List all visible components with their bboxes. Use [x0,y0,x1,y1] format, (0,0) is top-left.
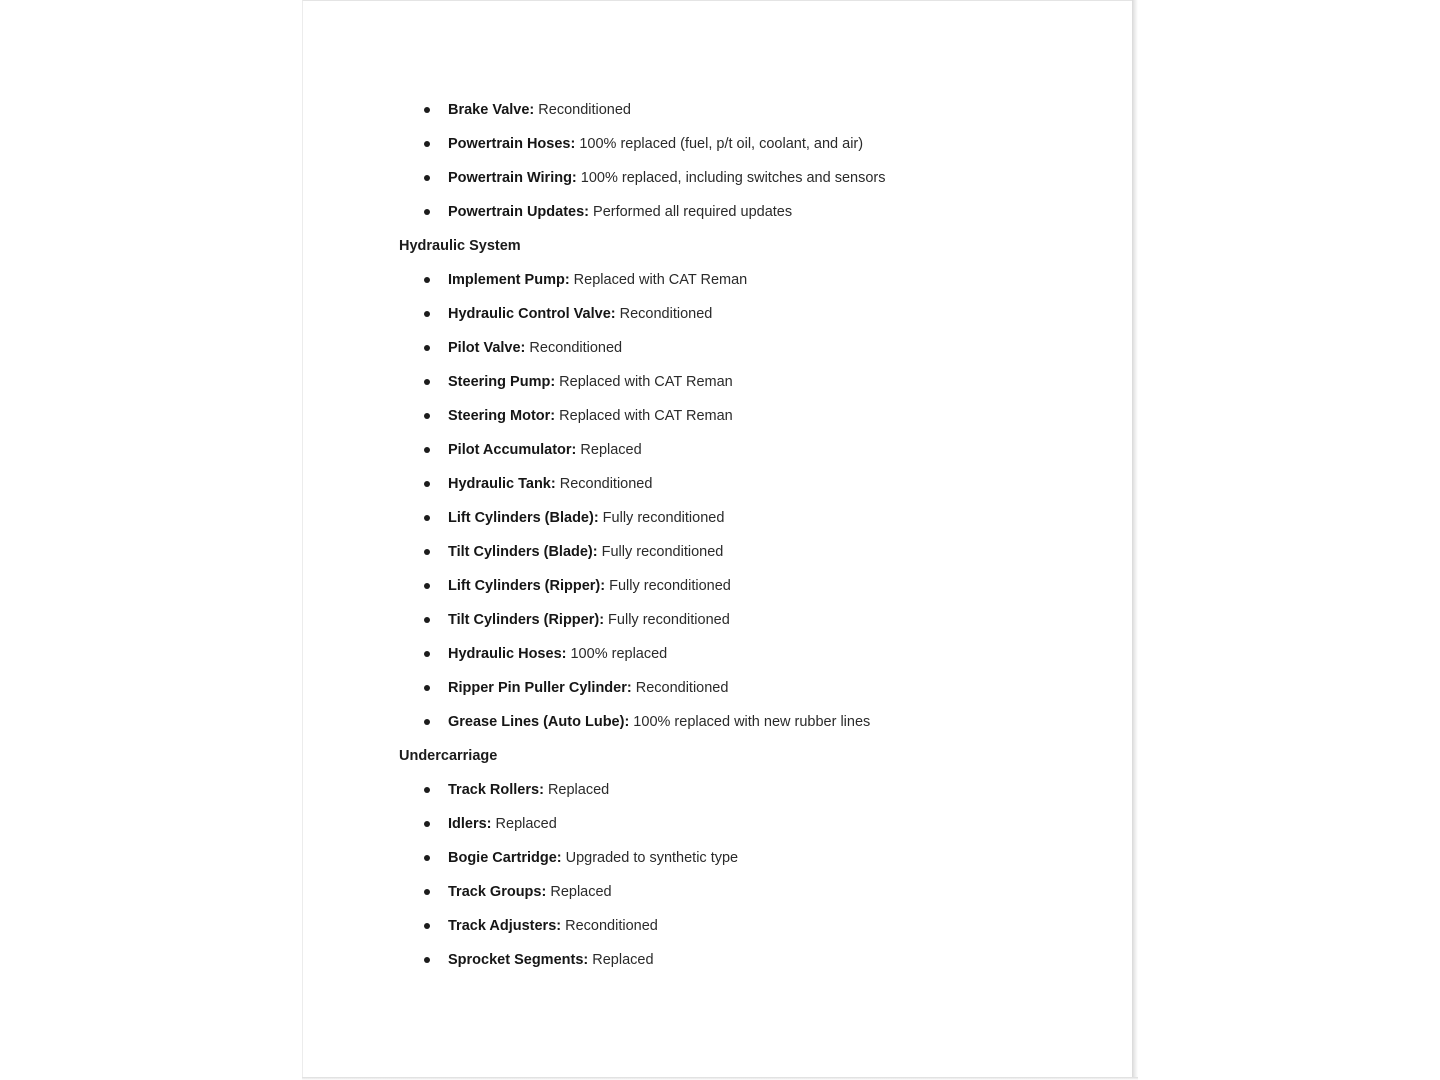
list-item [399,671,1099,705]
bullet-icon [424,889,430,895]
bullet-icon [424,209,430,215]
item-label: Steering Motor: [448,408,556,424]
list-item [399,705,1099,739]
item-label: Tilt Cylinders (Blade): [448,544,598,560]
list-item [399,161,1099,195]
page-edge-shadow [1132,0,1138,1080]
list-item [399,297,1099,331]
item-label: Pilot Accumulator: [448,442,577,458]
item-label: Sprocket Segments: [448,952,589,968]
bullet-icon [424,277,430,283]
list-item [399,637,1099,671]
section-heading-hydraulic-system: Hydraulic System [399,238,521,254]
list-item [399,433,1099,467]
bullet-icon [424,549,430,555]
list-item [399,603,1099,637]
bullet-icon [424,141,430,147]
bullet-icon [424,957,430,963]
list-item [399,501,1099,535]
item-label: Track Adjusters: [448,918,562,934]
item-value: Replaced with CAT Reman [555,374,733,390]
bullet-icon [424,311,430,317]
bullet-icon [424,821,430,827]
list-item [399,195,1099,229]
item-label: Track Rollers: [448,782,544,798]
item-value: 100% replaced [566,646,668,662]
bullet-icon [424,379,430,385]
item-label: Powertrain Updates: [448,204,589,220]
bullet-icon [424,413,430,419]
bullet-icon [424,719,430,725]
powertrain-list [399,93,1099,229]
bullet-icon [424,923,430,929]
item-value: Upgraded to synthetic type [561,850,739,866]
item-value: Performed all required updates [589,204,793,220]
item-label: Ripper Pin Puller Cylinder: [448,680,632,696]
bullet-icon [424,481,430,487]
item-value: Fully reconditioned [597,544,724,560]
item-label: Hydraulic Hoses: [448,646,567,662]
item-value: Reconditioned [525,340,623,356]
list-item [399,127,1099,161]
list-item [399,331,1099,365]
item-value: Replaced [543,782,610,798]
list-item [399,875,1099,909]
bullet-icon [424,447,430,453]
item-label: Hydraulic Tank: [448,476,556,492]
item-value: Fully reconditioned [604,612,730,628]
list-item [399,807,1099,841]
item-label: Idlers: [448,816,492,832]
section-heading-undercarriage: Undercarriage [399,748,498,764]
item-value: 100% replaced with new rubber lines [629,714,871,730]
document-body [399,93,1099,977]
item-value: Reconditioned [615,306,713,322]
bullet-icon [424,583,430,589]
item-label: Powertrain Wiring: [448,170,577,186]
item-label: Steering Pump: [448,374,556,390]
bullet-icon [424,685,430,691]
list-item [399,93,1099,127]
list-item [399,535,1099,569]
list-item [399,943,1099,977]
item-label: Track Groups: [448,884,547,900]
bullet-icon [424,651,430,657]
item-value: Reconditioned [631,680,729,696]
list-item [399,365,1099,399]
item-label: Grease Lines (Auto Lube): [448,714,630,730]
list-item [399,909,1099,943]
item-value: 100% replaced (fuel, p/t oil, coolant, and air) [575,136,864,152]
item-value: Reconditioned [534,102,632,118]
item-label: Lift Cylinders (Blade): [448,510,599,526]
item-value: Replaced [546,884,612,900]
item-label: Lift Cylinders (Ripper): [448,578,606,594]
list-item [399,467,1099,501]
item-label: Powertrain Hoses: [448,136,576,152]
item-label: Bogie Cartridge: [448,850,562,866]
item-value: Fully reconditioned [605,578,731,594]
undercarriage-list [399,773,1099,977]
bullet-icon [424,515,430,521]
list-item [399,569,1099,603]
list-item [399,773,1099,807]
bullet-icon [424,107,430,113]
bullet-icon [424,787,430,793]
item-value: Replaced [491,816,557,832]
item-value: Replaced [588,952,654,968]
bullet-icon [424,855,430,861]
item-label: Brake Valve: [448,102,535,118]
item-value: Replaced with CAT Reman [555,408,733,424]
document-page [302,0,1132,1078]
bullet-icon [424,617,430,623]
bullet-icon [424,175,430,181]
list-item [399,841,1099,875]
item-value: Reconditioned [555,476,653,492]
list-item [399,399,1099,433]
bullet-icon [424,345,430,351]
item-label: Implement Pump: [448,272,570,288]
item-value: 100% replaced, including switches and sensors [576,170,886,186]
item-value: Reconditioned [561,918,658,934]
item-label: Hydraulic Control Valve: [448,306,616,322]
item-label: Tilt Cylinders (Ripper): [448,612,605,628]
item-value: Replaced with CAT Reman [569,272,748,288]
item-label: Pilot Valve: [448,340,526,356]
item-value: Replaced [576,442,642,458]
hydraulic-system-list [399,263,1099,739]
item-value: Fully reconditioned [598,510,725,526]
list-item [399,263,1099,297]
